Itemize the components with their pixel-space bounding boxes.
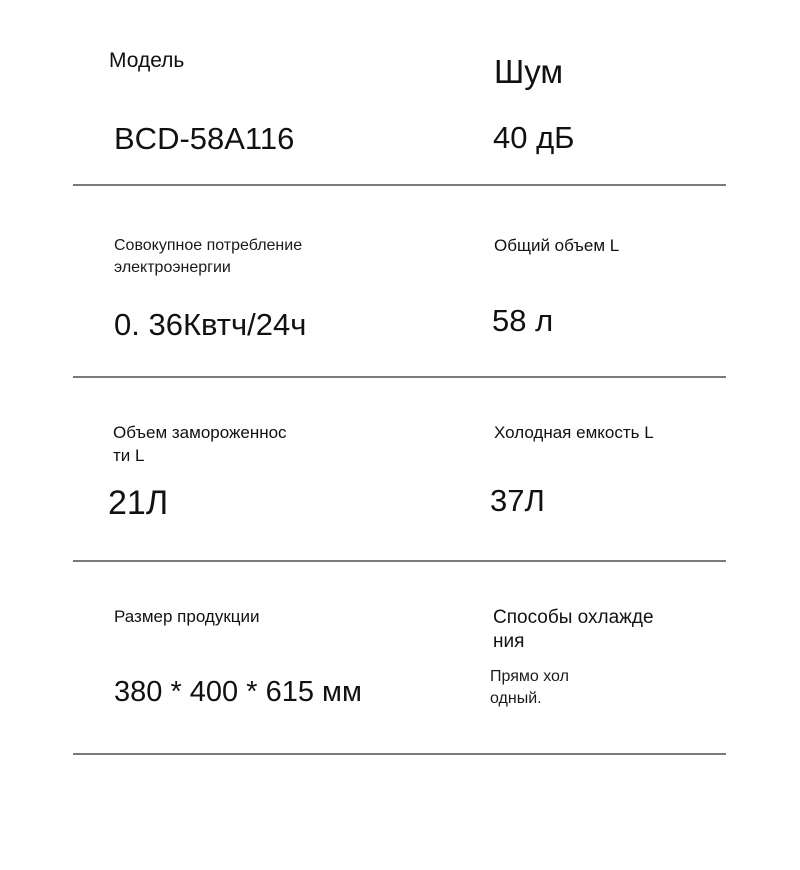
divider-1: [73, 184, 726, 186]
cold-capacity-value: 37Л: [490, 483, 545, 518]
noise-value: 40 дБ: [493, 120, 575, 155]
power-consumption-label-line1: Совокупное потребление: [114, 237, 303, 254]
freezer-volume-label-line2: ти L: [113, 446, 145, 465]
cooling-method-value-line1: Прямо хол: [490, 668, 569, 685]
noise-label: Шум: [494, 53, 564, 90]
divider-3: [73, 560, 726, 562]
divider-4: [73, 753, 726, 755]
freezer-volume-value: 21Л: [108, 484, 169, 522]
freezer-volume-label-line1: Объем замороженнос: [113, 423, 287, 442]
cooling-method-label-line2: ния: [493, 631, 525, 652]
cooling-method-label-line1: Способы охлажде: [493, 607, 654, 628]
product-size-value: 380 * 400 * 615 мм: [114, 676, 362, 708]
power-consumption-value: 0. 36Квтч/24ч: [114, 307, 307, 342]
cold-capacity-label: Холодная емкость L: [494, 423, 654, 442]
total-volume-value: 58 л: [492, 303, 554, 338]
model-value: BCD-58A116: [114, 121, 295, 156]
total-volume-label: Общий объем L: [494, 236, 620, 255]
product-size-label: Размер продукции: [114, 607, 260, 626]
cooling-method-value-line2: одный.: [490, 690, 542, 707]
divider-2: [73, 376, 726, 378]
model-label: Модель: [109, 49, 185, 72]
power-consumption-label-line2: электроэнергии: [114, 259, 231, 276]
